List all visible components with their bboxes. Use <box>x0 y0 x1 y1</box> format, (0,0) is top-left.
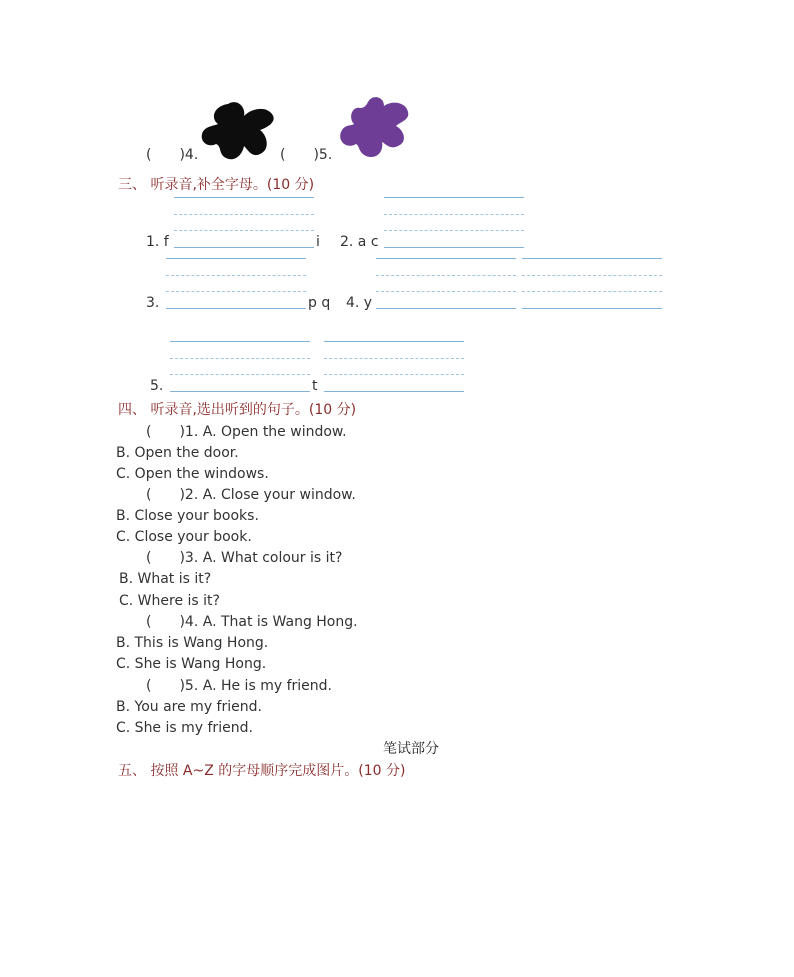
item-4-row: ( )4. <box>146 147 199 163</box>
option-c: C. She is Wang Hong. <box>116 656 267 672</box>
item-4-number: 4. y <box>346 295 373 311</box>
writing-line-top <box>384 197 524 198</box>
item-5-after: t <box>312 378 318 394</box>
writing-line-mid <box>376 291 516 292</box>
item-1-after: i <box>316 234 320 250</box>
writing-line-base[interactable] <box>384 247 524 248</box>
option-c: C. Close your book. <box>116 529 252 545</box>
writing-line-mid <box>384 230 524 231</box>
purple-paint-splash-icon <box>338 96 414 160</box>
question-2: ( )2. A. Close your window. <box>146 487 356 503</box>
answer-bracket[interactable]: ( <box>146 147 152 163</box>
writing-line-mid <box>376 275 516 276</box>
question-4: ( )4. A. That is Wang Hong. <box>146 614 358 630</box>
item-2-number: 2. a c <box>340 234 379 250</box>
answer-bracket[interactable]: ( <box>146 487 152 503</box>
writing-line-mid <box>324 374 464 375</box>
writing-line-base[interactable] <box>174 247 314 248</box>
option-b: B. This is Wang Hong. <box>116 635 269 651</box>
answer-bracket[interactable]: ( <box>146 678 152 694</box>
item-3-after: p q <box>308 295 331 311</box>
option-b: B. You are my friend. <box>116 699 262 715</box>
item-5-number: 5. <box>150 378 164 394</box>
item-5-row: ( )5. <box>280 147 333 163</box>
question-1: ( )1. A. Open the window. <box>146 424 347 440</box>
writing-line-base[interactable] <box>170 391 310 392</box>
option-b: B. Open the door. <box>116 445 239 461</box>
option-c: C. She is my friend. <box>116 720 253 736</box>
writing-line-base[interactable] <box>324 391 464 392</box>
writing-line-mid <box>174 230 314 231</box>
writing-line-top <box>522 258 662 259</box>
section-5-heading: 五、 按照 A~Z 的字母顺序完成图片。(10 分) <box>118 763 406 779</box>
writing-line-top <box>324 341 464 342</box>
writing-line-mid <box>170 358 310 359</box>
section-4-heading: 四、 听录音,选出听到的句子。(10 分) <box>118 402 357 418</box>
writing-line-top <box>170 341 310 342</box>
item-3-number: 3. <box>146 295 160 311</box>
answer-bracket[interactable]: ( <box>146 550 152 566</box>
option-b: B. What is it? <box>119 571 212 587</box>
writing-line-mid <box>166 291 306 292</box>
writing-line-mid <box>166 275 306 276</box>
answer-bracket[interactable]: ( <box>280 147 286 163</box>
question-3: ( )3. A. What colour is it? <box>146 550 343 566</box>
option-b: B. Close your books. <box>116 508 259 524</box>
item-1-number: 1. f <box>146 234 169 250</box>
writing-line-top <box>174 197 314 198</box>
writing-line-top <box>166 258 306 259</box>
written-part-title: 笔试部分 <box>383 741 439 757</box>
writing-line-base[interactable] <box>376 308 516 309</box>
writing-line-mid <box>324 358 464 359</box>
writing-line-base[interactable] <box>522 308 662 309</box>
answer-bracket[interactable]: ( <box>146 614 152 630</box>
black-paint-splash-icon <box>200 100 280 162</box>
writing-line-mid <box>170 374 310 375</box>
writing-line-mid <box>522 291 662 292</box>
answer-bracket[interactable]: ( <box>146 424 152 440</box>
option-c: C. Where is it? <box>119 593 220 609</box>
section-3-heading: 三、 听录音,补全字母。(10 分) <box>118 177 315 193</box>
writing-line-base[interactable] <box>166 308 306 309</box>
writing-line-mid <box>174 214 314 215</box>
writing-line-mid <box>384 214 524 215</box>
option-c: C. Open the windows. <box>116 466 269 482</box>
writing-line-top <box>376 258 516 259</box>
question-5: ( )5. A. He is my friend. <box>146 678 332 694</box>
writing-line-mid <box>522 275 662 276</box>
